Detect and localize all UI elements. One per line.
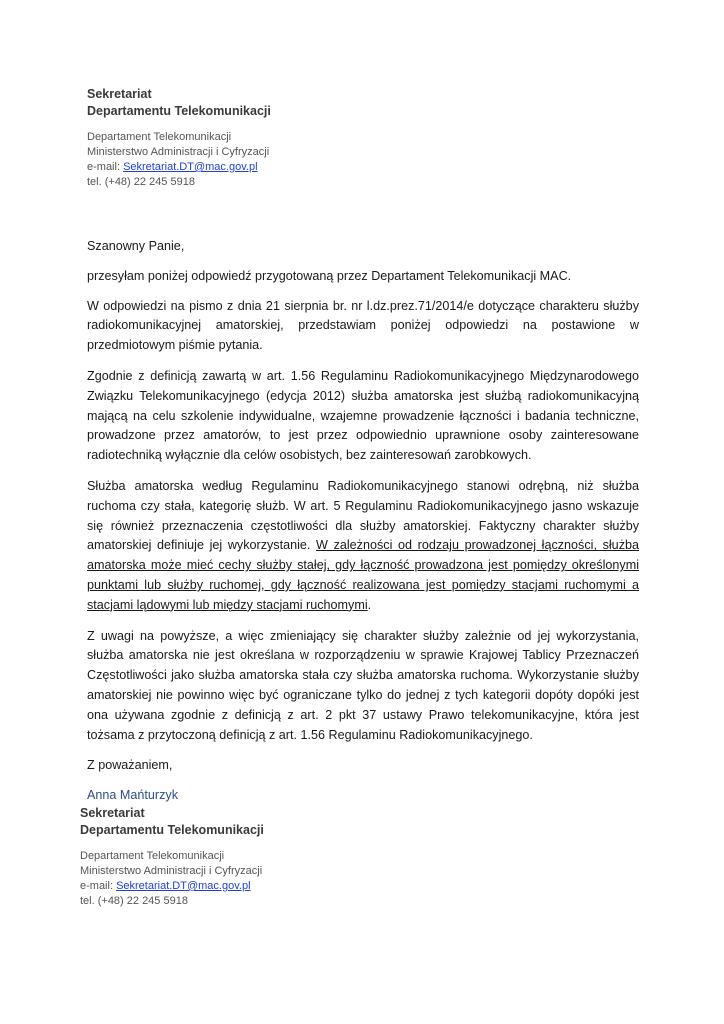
header-email-label: e-mail: xyxy=(87,161,124,173)
letter-closing: Z poważaniem, xyxy=(87,758,173,773)
header-ministry: Ministerstwo Administracji i Cyfryzacji xyxy=(87,146,270,158)
letter-intro: przesyłam poniżej odpowiedź przygotowaną przez Departament Telekomunikacji MAC. xyxy=(87,268,572,283)
letter-paragraph-2: Zgodnie z definicją zawartą w art. 1.56 Regulaminu Radiokomunikacyjnego Międzynarodowego Związku Telekomunikacyjnego (edycja 2012) służba amatorska jest służbą radiokomunikacyjną mającą na celu szkolenie indywidualne, wzajemne prowadzenie łączności i badania techniczne, prowadzone przez amatorów, to jest przez odpowiednio uprawnione osoby zainteresowane radiotechniką wyłącznie dla celów osobistych, bez zainteresowań zarobkowych. xyxy=(87,368,639,463)
header-dept: Departament Telekomunikacji xyxy=(87,131,232,143)
header-org-line1: Sekretariat xyxy=(87,87,152,101)
header-phone: tel. (+48) 22 245 5918 xyxy=(87,176,195,188)
paragraph-3-plain-text: Służba amatorska według Regulaminu Radiokomunikacyjnego stanowi odrębną, niż służba ruchoma czy stała, kategorię służb. W art. 5 Regulaminu Radiokomunikacyjnego jasno wskazuje się również przeznaczenia częstotliwości dla służby amatorskiej. Faktyczny charakter służby amatorskiej definiuje jej wykorzystanie. xyxy=(87,478,639,553)
letter-body xyxy=(87,237,639,806)
paragraph-3-underlined-text: W zależności od rodzaju prowadzonej łączności, służba amatorska może mieć cechy służby stałej, gdy łączność prowadzona jest pomiędzy określonymi punktami lub służby ruchomej, gdy łączność realizowana jest pomiędzy stacjami ruchomymi a stacjami lądowymi lub między stacjami ruchomymi xyxy=(87,538,639,612)
letter-signer-name: Anna Mańturzyk xyxy=(87,788,178,803)
paragraph-3-end: . xyxy=(367,597,372,612)
header-signature-block xyxy=(87,86,271,190)
header-org-line2: Departamentu Telekomunikacji xyxy=(87,104,271,118)
letter-paragraph-4: Z uwagi na powyższe, a więc zmieniający się charakter służby zależnie od jej wykorzystania, służba amatorska nie jest określana w rozporządzeniu w sprawie Krajowej Tablicy Przeznaczeń Częstotliwości jako służba amatorska stała czy służba amatorska ruchoma. Wykorzystanie służby amatorskiej nie powinno więc być ograniczane tylko do jednej z tych kategorii dopóty dopóki jest ona używana zgodnie z definicją z art. 2 pkt 37 ustawy Prawo telekomunikacyjne, która jest tożsama z przytoczoną definicją z art. 1.56 Regulaminu Radiokomunikacyjnego. xyxy=(87,628,639,742)
footer-org-line1: Sekretariat xyxy=(80,806,145,820)
header-email-link[interactable]: Sekretariat.DT@mac.gov.pl xyxy=(123,161,258,173)
footer-dept: Departament Telekomunikacji xyxy=(80,850,225,862)
footer-ministry: Ministerstwo Administracji i Cyfryzacji xyxy=(80,865,263,877)
letter-greeting: Szanowny Panie, xyxy=(87,239,185,253)
footer-phone: tel. (+48) 22 245 5918 xyxy=(80,895,188,907)
footer-gap xyxy=(80,839,264,849)
footer-signature-block xyxy=(80,805,264,909)
footer-org-line2: Departamentu Telekomunikacji xyxy=(80,823,264,837)
footer-email-label: e-mail: xyxy=(80,880,117,892)
header-email-line xyxy=(87,160,271,175)
header-gap xyxy=(87,120,271,130)
footer-email-line xyxy=(80,879,264,894)
letter-paragraph-1: W odpowiedzi na pismo z dnia 21 sierpnia br. nr l.dz.prez.71/2014/e dotyczące charakteru służby radiokomunikacyjnej amatorskiej, przedstawiam poniżej odpowiedzi na postawione w przedmiotowym piśmie pytania. xyxy=(87,298,639,353)
letter-paragraph-3 xyxy=(87,477,639,616)
footer-email-link[interactable]: Sekretariat.DT@mac.gov.pl xyxy=(116,880,251,892)
